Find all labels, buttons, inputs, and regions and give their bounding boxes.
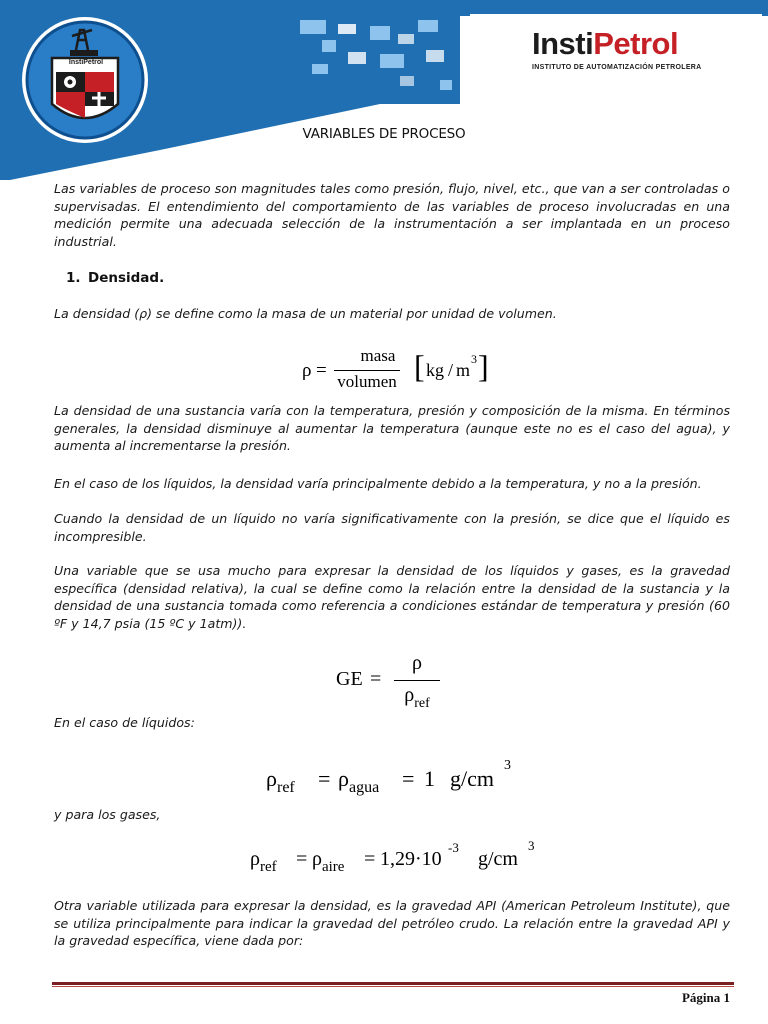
footer-rule-thin	[52, 986, 734, 987]
specific-gravity-equation: GE = ρ $\rho_{ref}$	[336, 652, 446, 712]
specific-gravity-paragraph: Una variable que se usa mucho para expresar la densidad de los líquidos y gases, es la gravedad específica (densidad relativa), la cual se define como la relación entre la densidad de la sustancia y la densidad de una sustancia tomada como referencia a condiciones estándar de temperatura y presión (60 ºF y 14,7 psia (15 ºC y 1atm)).	[54, 563, 730, 631]
incompressible-paragraph: Cuando la densidad de un líquido no varía significativamente con la presión, se dice que el líquido es incompresible.	[54, 511, 730, 544]
gas-reference-equation: $\rho_{ref}$ = $\rho_{aire}$ = 1,29·10 -3 g/cm 3	[250, 838, 535, 875]
brand-name: InstiPetrol	[532, 26, 679, 61]
brand-subtitle: INSTITUTO DE AUTOMATIZACIÓN PETROLERA	[532, 64, 702, 71]
document-title: VARIABLES DE PROCESO	[302, 126, 466, 142]
liquid-reference-equation: $\rho_{ref}$ = $\rho_{agua}$ = 1 g/cm 3	[266, 758, 511, 796]
footer-rule	[52, 982, 734, 985]
brand-logo	[470, 14, 762, 78]
page-header	[0, 0, 768, 180]
case-liquids-label: En el caso de líquidos:	[54, 715, 195, 730]
api-paragraph: Otra variable utilizada para expresar la densidad, es la gravedad API (American Petroleum Institute), que se utiliza principalmente para indicar la gravedad del petróleo crudo. La relación entre la gravedad API y la gravedad específica, viene dada por:	[54, 898, 730, 948]
liquids-paragraph: En el caso de los líquidos, la densidad varía principalmente debido a la temperatura, y no a la presión.	[54, 476, 702, 491]
page-number: Página 1	[681, 990, 730, 1005]
institute-badge-icon	[22, 17, 148, 143]
density-equation: ρ = masa volumen [ kg / m 3 ]	[302, 346, 489, 391]
case-gases-label: y para los gases,	[54, 807, 161, 822]
badge-label: InstiPetrol	[68, 59, 104, 66]
density-temperature-paragraph: La densidad de una sustancia varía con la temperatura, presión y composición de la misma. En términos generales, la densidad disminuye al aumentar la temperatura (aunque este no es el caso del agua), y aumenta al incrementarse la presión.	[54, 403, 730, 453]
density-definition: La densidad (ρ) se define como la masa de un material por unidad de volumen.	[54, 306, 557, 321]
section-heading: 1. Densidad.	[66, 270, 165, 286]
intro-paragraph: Las variables de proceso son magnitudes tales como presión, flujo, nivel, etc., que van a ser controladas o supervisadas. El entendimiento del comportamiento de las variables de proceso involucradas en una medición permite una adecuada selección de la instrumentación a ser implantada en un proceso industrial.	[54, 181, 730, 249]
